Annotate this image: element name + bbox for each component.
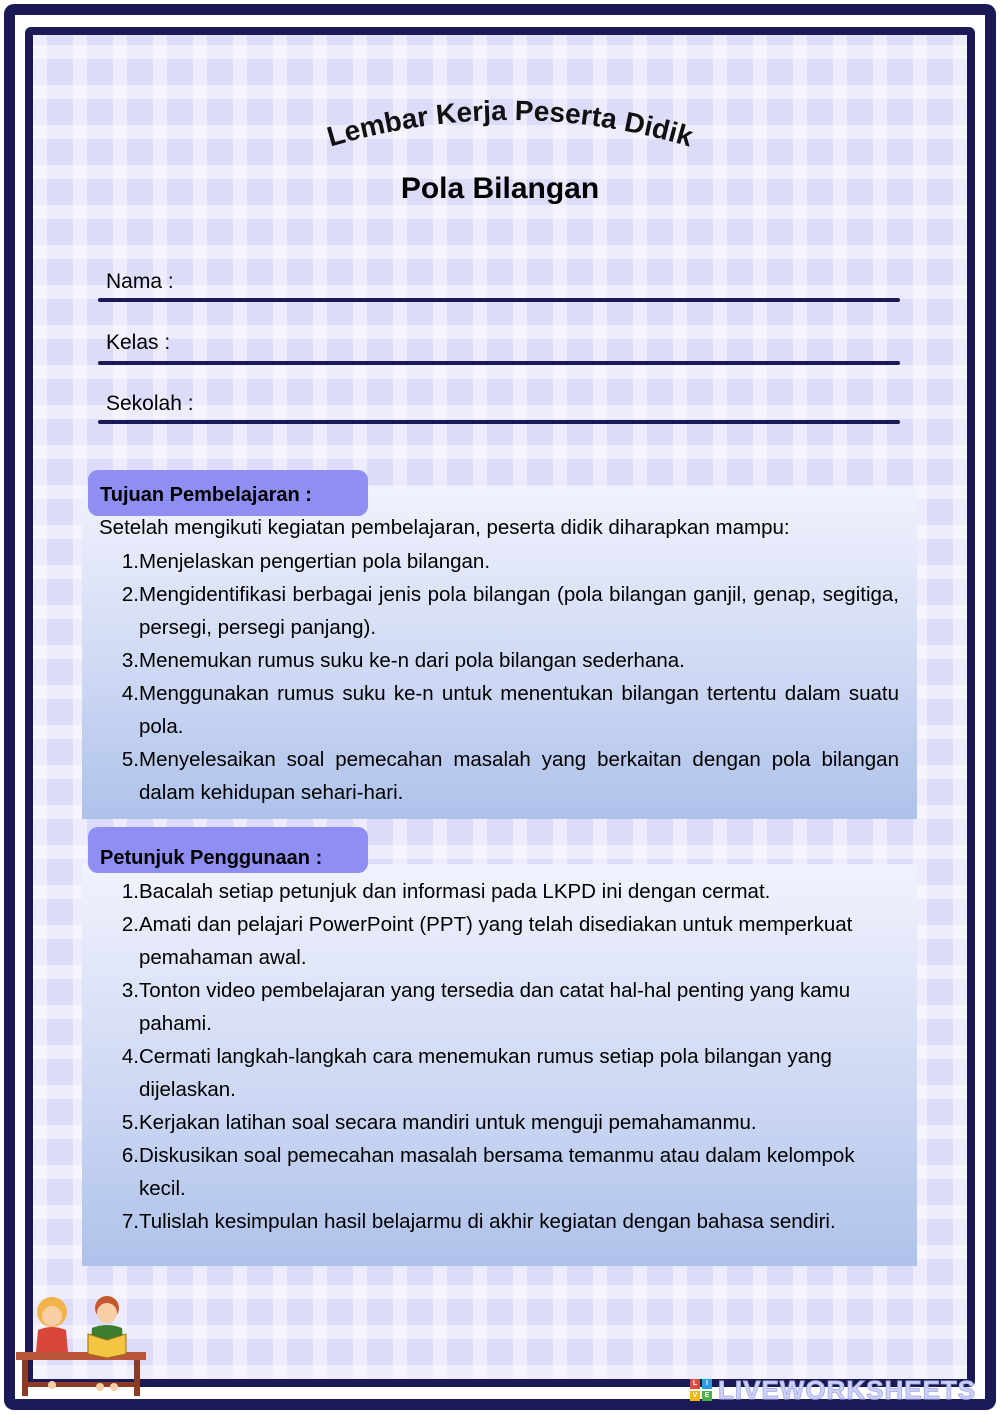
name-label: Nama :: [106, 270, 174, 293]
objective-item-number: 3.: [121, 649, 139, 672]
school-label: Sekolah :: [106, 392, 194, 415]
watermark-text: LIVEWORKSHEETS: [718, 1374, 977, 1405]
instructions-heading: Petunjuk Penggunaan :: [88, 827, 368, 873]
instruction-item-text: Tonton video pembelajaran yang tersedia dan catat hal-hal penting yang kamu pahami.: [139, 979, 851, 1035]
objective-item: [114, 677, 899, 743]
logo-cubes-icon: L I V E: [690, 1379, 712, 1401]
objective-item: [114, 644, 899, 677]
objective-item-text: Mengidentifikasi berbagai jenis pola bilangan (pola bilangan ganjil, genap, segitiga, persegi, persegi panjang).: [139, 583, 899, 639]
liveworksheets-logo: [690, 1376, 976, 1404]
instruction-item-number: 2.: [121, 913, 139, 936]
instruction-item-number: 1.: [121, 880, 139, 903]
instructions-list: [114, 875, 899, 1238]
objective-item: [114, 545, 899, 578]
instruction-item-number: 3.: [121, 979, 139, 1002]
page-title-text: Lembar Kerja Peserta Didik: [323, 94, 697, 153]
instruction-item-number: 5.: [121, 1111, 139, 1134]
objective-item-number: 2.: [121, 583, 139, 606]
objective-item: [114, 743, 899, 809]
instruction-item-number: 6.: [121, 1144, 139, 1167]
page-title: [250, 90, 770, 180]
instruction-item: [114, 974, 899, 1040]
instruction-item-text: Bacalah setiap petunjuk dan informasi pada LKPD ini dengan cermat.: [139, 880, 771, 903]
page-subtitle: Pola Bilangan: [400, 172, 600, 205]
instruction-item-text: Kerjakan latihan soal secara mandiri untuk menguji pemahamanmu.: [139, 1111, 757, 1134]
objective-item-text: Menyelesaikan soal pemecahan masalah yang berkaitan dengan pola bilangan dalam kehidupan sehari-hari.: [139, 748, 899, 804]
objectives-intro: Setelah mengikuti kegiatan pembelajaran, peserta didik diharapkan mampu:: [99, 516, 790, 539]
objectives-heading: Tujuan Pembelajaran :: [88, 470, 368, 516]
objective-item-number: 5.: [121, 748, 139, 771]
instruction-item: [114, 875, 899, 908]
objectives-list: [114, 545, 899, 809]
instruction-item: [114, 1040, 899, 1106]
svg-text:Lembar Kerja Peserta Didik: [324, 95, 697, 153]
instruction-item-number: 7.: [121, 1210, 139, 1233]
name-field[interactable]: [98, 298, 900, 302]
instruction-item-text: Diskusikan soal pemecahan masalah bersama temanmu atau dalam kelompok kecil.: [139, 1144, 855, 1200]
kids-reading-illustration: [12, 1290, 152, 1400]
instruction-item: [114, 1106, 899, 1139]
instruction-item-number: 4.: [121, 1045, 139, 1068]
instruction-item: [114, 908, 899, 974]
instruction-item: [114, 1205, 899, 1238]
class-field[interactable]: [98, 361, 900, 365]
class-label: Kelas :: [106, 331, 171, 354]
objective-item-text: Menggunakan rumus suku ke-n untuk menentukan bilangan tertentu dalam suatu pola.: [139, 682, 899, 738]
instruction-item: [114, 1139, 899, 1205]
objective-item-number: 1.: [121, 550, 139, 573]
objective-item-text: Menemukan rumus suku ke-n dari pola bilangan sederhana.: [139, 649, 685, 672]
objective-item: [114, 578, 899, 644]
instruction-item-text: Cermati langkah-langkah cara menemukan rumus setiap pola bilangan yang dijelaskan.: [139, 1045, 832, 1101]
instruction-item-text: Tulislah kesimpulan hasil belajarmu di akhir kegiatan dengan bahasa sendiri.: [139, 1210, 836, 1233]
instruction-item-text: Amati dan pelajari PowerPoint (PPT) yang telah disediakan untuk memperkuat pemahaman awal.: [139, 913, 853, 969]
objective-item-text: Menjelaskan pengertian pola bilangan.: [139, 550, 491, 573]
school-field[interactable]: [98, 420, 900, 424]
objective-item-number: 4.: [121, 682, 139, 705]
